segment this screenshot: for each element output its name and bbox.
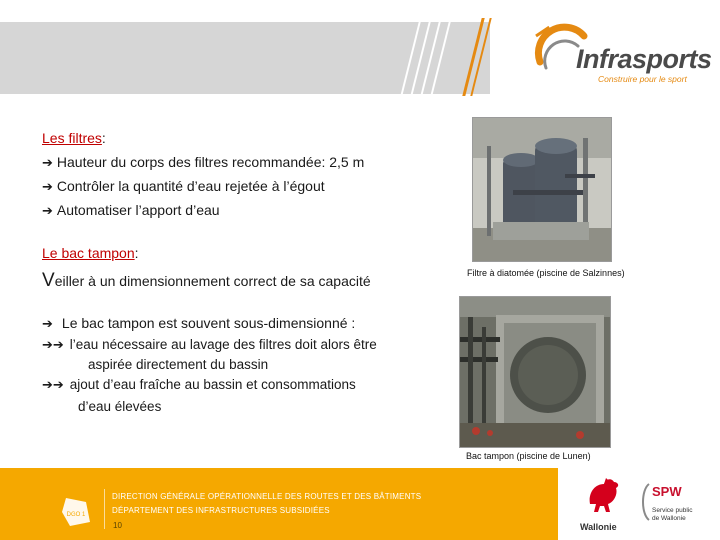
heading-text: Le bac tampon xyxy=(42,245,135,261)
svg-text:DGO 1: DGO 1 xyxy=(66,512,86,518)
arrow-right-icon: ➔ xyxy=(42,317,53,332)
page-number: 10 xyxy=(113,521,122,530)
logo-tagline: Construire pour le sport xyxy=(598,74,687,84)
logo-brand-text: Infrasports xyxy=(576,44,712,74)
photo-bac-tampon xyxy=(459,296,611,448)
double-arrow-right-icon: ➔➔ xyxy=(42,338,64,353)
footer-divider xyxy=(104,489,105,529)
intro-text: Veiller à un dimensionnement correct de sa capacité xyxy=(42,270,371,291)
bullet-item: ➔ Le bac tampon est souvent sous-dimensionné : xyxy=(42,315,356,332)
footer-department-line: DÉPARTEMENT DES INFRASTRUCTURES SUBSIDIÉES xyxy=(112,506,330,515)
spw-logo-text: SPW xyxy=(652,484,682,499)
spw-bracket-icon xyxy=(638,482,650,522)
wallonie-rooster-icon xyxy=(582,474,626,518)
sub-bullet-item: ➔➔ l’eau nécessaire au lavage des filtres doit alors être xyxy=(42,337,377,353)
heading-text: Les filtres xyxy=(42,130,102,146)
photo-caption: Bac tampon (piscine de Lunen) xyxy=(466,451,591,461)
double-arrow-right-icon: ➔➔ xyxy=(42,378,64,393)
bullet-item: ➔ Hauteur du corps des filtres recommandée: 2,5 m xyxy=(42,154,365,171)
photo-caption: Filtre à diatomée (piscine de Salzinnes) xyxy=(467,268,625,278)
photo-bac-illustration xyxy=(460,297,611,448)
sub-bullet-item: ➔➔ ajout d’eau fraîche au bassin et consommations xyxy=(42,377,356,393)
photo-filtre-diatomee xyxy=(472,117,612,262)
bullet-item: ➔ Automatiser l’apport d’eau xyxy=(42,202,220,219)
footer-direction-line: DIRECTION GÉNÉRALE OPÉRATIONNELLE DES ROUTES ET DES BÂTIMENTS xyxy=(112,492,422,501)
wallonie-label: Wallonie xyxy=(580,522,617,532)
photo-filtre-illustration xyxy=(473,118,612,262)
bullet-item: ➔ Contrôler la quantité d’eau rejetée à l’égout xyxy=(42,178,325,195)
sub-bullet-continuation: d’eau élevées xyxy=(78,399,162,414)
spw-subtitle: Service public de Wallonie xyxy=(652,507,693,522)
arrow-right-icon: ➔ xyxy=(42,156,53,171)
section-heading-filtres: Les filtres: xyxy=(42,130,106,146)
infrasports-logo xyxy=(532,22,712,92)
arrow-right-icon: ➔ xyxy=(42,180,53,195)
dgo1-badge-icon xyxy=(56,492,96,532)
section-heading-bac-tampon: Le bac tampon: xyxy=(42,245,139,261)
sub-bullet-continuation: aspirée directement du bassin xyxy=(88,357,269,372)
arrow-right-icon: ➔ xyxy=(42,204,53,219)
